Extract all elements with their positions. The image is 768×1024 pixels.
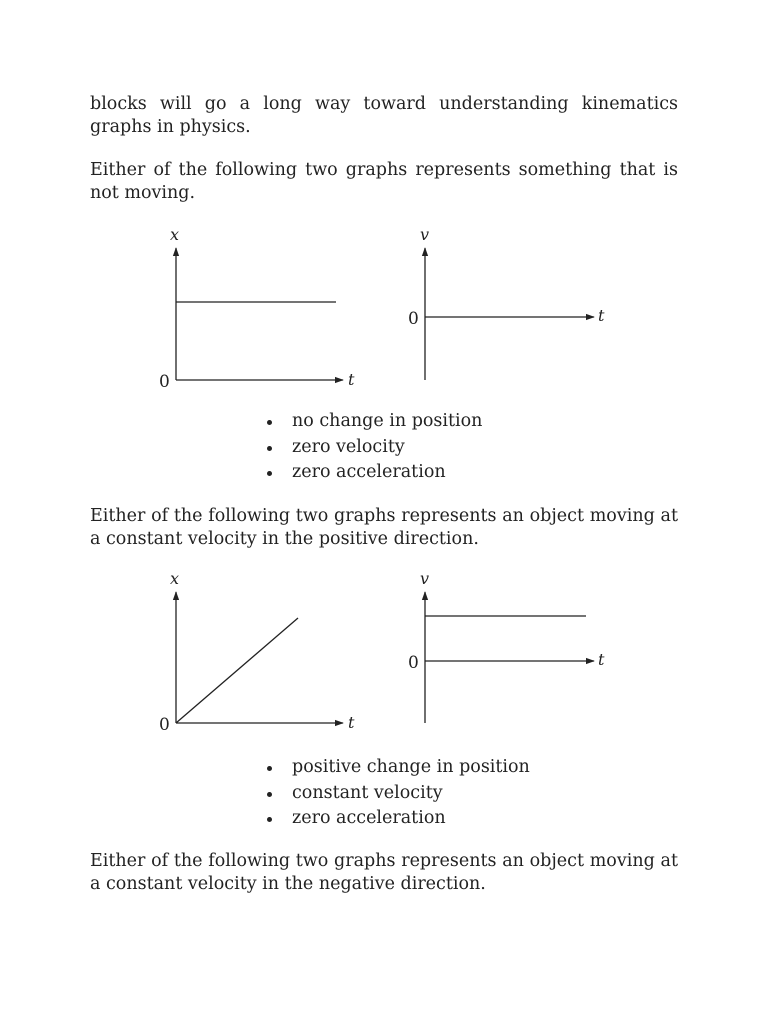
- paragraph-positive-velocity: Either of the following two graphs represents an object moving at a constant velocity in the positive direction.: [90, 506, 678, 549]
- position-time-graph-static: [150, 220, 375, 395]
- bullet-icon: [267, 766, 272, 771]
- list-item: no change in position: [263, 409, 482, 435]
- origin-label: 0: [408, 309, 419, 329]
- list-item: positive change in position: [263, 755, 530, 781]
- bullet-icon: [267, 446, 272, 451]
- list-item: constant velocity: [263, 781, 530, 807]
- bullet-icon: [267, 817, 272, 822]
- bullet-list-static: [263, 409, 482, 486]
- origin-label: 0: [159, 372, 170, 392]
- x-axis-label: t: [348, 713, 355, 732]
- position-time-graph-moving: [150, 565, 375, 740]
- paragraph-intro: blocks will go a long way toward understanding kinematics graphs in physics.: [90, 94, 678, 137]
- list-item: zero acceleration: [263, 460, 482, 486]
- y-axis-label: x: [170, 225, 180, 244]
- bullet-icon: [267, 792, 272, 797]
- y-axis-label: x: [170, 569, 180, 588]
- paragraph-not-moving: Either of the following two graphs represents something that is not moving.: [90, 160, 678, 203]
- origin-label: 0: [159, 715, 170, 735]
- bullet-icon: [267, 471, 272, 476]
- bullet-icon: [267, 420, 272, 425]
- origin-label: 0: [408, 653, 419, 673]
- position-line: [176, 618, 298, 723]
- velocity-time-graph-moving: [400, 565, 625, 740]
- velocity-time-graph-static: [400, 220, 625, 395]
- x-axis-label: t: [348, 370, 355, 389]
- x-axis-label: t: [598, 650, 605, 669]
- y-axis-label: v: [420, 569, 430, 588]
- bullet-list-moving: [263, 755, 530, 832]
- y-axis-label: v: [420, 225, 430, 244]
- list-item: zero velocity: [263, 435, 482, 461]
- list-item: zero acceleration: [263, 806, 530, 832]
- x-axis-label: t: [598, 306, 605, 325]
- paragraph-negative-velocity: Either of the following two graphs represents an object moving at a constant velocity in the negative direction.: [90, 851, 678, 894]
